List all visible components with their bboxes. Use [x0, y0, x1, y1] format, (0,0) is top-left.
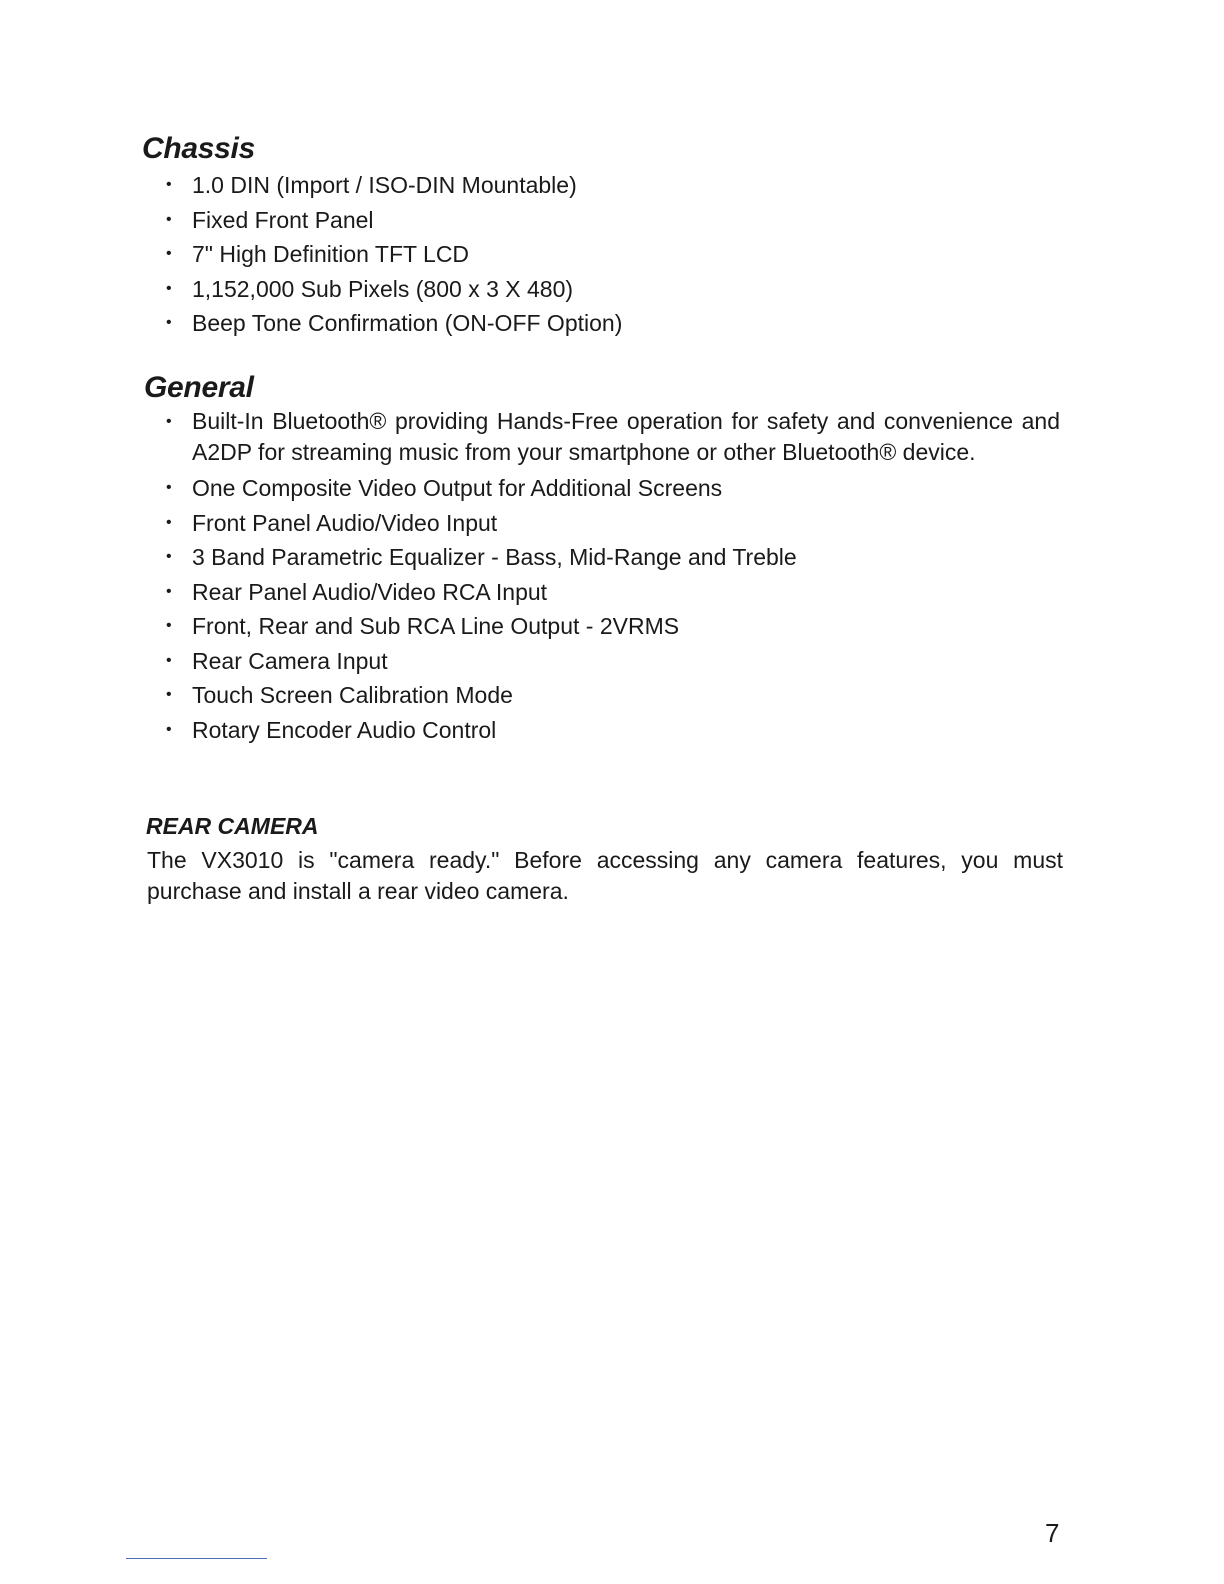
general-heading: General [144, 371, 254, 404]
list-item: • Rotary Encoder Audio Control [164, 713, 1060, 748]
list-item: • 1,152,000 Sub Pixels (800 x 3 X 480) [164, 272, 1044, 307]
chassis-feature-list [164, 168, 1044, 341]
list-item: • Built-In Bluetooth® providing Hands-Free operation for safety and convenience and A2DP for streaming music from your smartphone or other Bluetooth® device. [164, 406, 1060, 471]
list-item: • 1.0 DIN (Import / ISO-DIN Mountable) [164, 168, 1044, 203]
rear-camera-paragraph: The VX3010 is "camera ready." Before accessing any camera features, you must purchase and install a rear video camera. [147, 847, 1063, 904]
list-item: • Front Panel Audio/Video Input [164, 506, 1060, 541]
list-item: • Fixed Front Panel [164, 203, 1044, 238]
list-item: • Front, Rear and Sub RCA Line Output - 2VRMS [164, 609, 1060, 644]
list-item: • Touch Screen Calibration Mode [164, 678, 1060, 713]
list-item: • 3 Band Parametric Equalizer - Bass, Mid-Range and Treble [164, 540, 1060, 575]
list-item: • Rear Panel Audio/Video RCA Input [164, 575, 1060, 610]
rear-camera-heading: REAR CAMERA [146, 813, 319, 839]
list-item: • 7" High Definition TFT LCD [164, 237, 1044, 272]
list-item: • Beep Tone Confirmation (ON-OFF Option) [164, 306, 1044, 341]
list-item: • One Composite Video Output for Additional Screens [164, 471, 1060, 506]
page-number: 7 [1045, 1518, 1060, 1548]
chassis-heading: Chassis [142, 132, 255, 165]
list-item: • Rear Camera Input [164, 644, 1060, 679]
general-feature-list [164, 406, 1060, 747]
footer-rule [126, 1558, 267, 1559]
